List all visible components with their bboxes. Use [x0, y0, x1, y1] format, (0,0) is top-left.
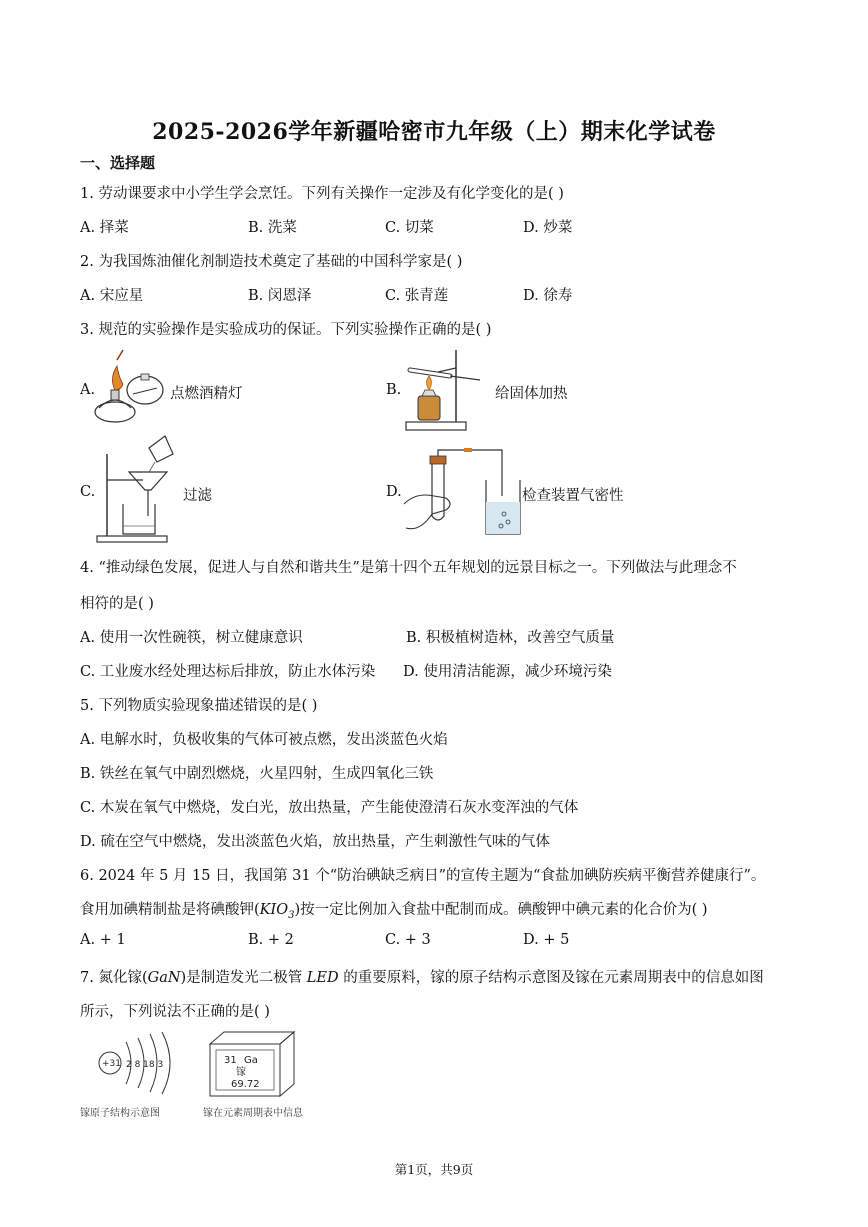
filtration-figure	[95, 432, 191, 544]
gallium-periodic-cell	[206, 1030, 298, 1098]
alcohol-lamp-lighting-figure	[93, 348, 173, 432]
question-6-stem-line1: 6. 2024 年 5 月 15 日，我国第 31 个“防治碘缺乏病日”的宣传主题为“食盐加碘防疾病平衡营养健康行”。	[80, 868, 766, 884]
q2-option-d: D. 徐寿	[523, 288, 573, 304]
element-name: 镓	[236, 1067, 246, 1078]
q4-option-b: B. 积极植树造林，改善空气质量	[406, 630, 615, 646]
periodic-cell-caption: 镓在元素周期表中信息	[203, 1108, 303, 1119]
potassium-iodate-formula: KIO	[259, 902, 289, 918]
gallium-atomic-structure-diagram	[82, 1030, 182, 1096]
q5-option-a: A. 电解水时，负极收集的气体可被点燃，发出淡蓝色火焰	[80, 732, 448, 748]
q3-option-c-text: 过滤	[183, 488, 212, 504]
q1-option-c: C. 切菜	[385, 220, 434, 236]
atomic-mass: 69.72	[231, 1079, 260, 1090]
q3-option-b-text: 给固体加热	[495, 386, 568, 402]
question-7-stem-line1	[80, 966, 764, 987]
q2-option-c: C. 张青莲	[385, 288, 449, 304]
q3-option-a-letter: A.	[80, 382, 96, 398]
q3-option-b-letter: B.	[386, 382, 402, 398]
heating-solid-figure	[400, 346, 496, 432]
formula-subscript: 3	[288, 909, 295, 921]
q3-option-c-letter: C.	[80, 484, 96, 500]
q5-option-d: D. 硫在空气中燃烧，发出淡蓝色火焰，放出热量，产生刺激性气味的气体	[80, 834, 550, 850]
q1-option-d: D. 炒菜	[523, 220, 573, 236]
q3-option-d-letter: D.	[386, 484, 402, 500]
q2-option-a: A. 宋应星	[80, 288, 144, 304]
q4-option-a: A. 使用一次性碗筷，树立健康意识	[80, 630, 303, 646]
q7-text-pre: 7. 氮化镓(	[80, 970, 148, 986]
section-heading: 一、选择题	[80, 154, 156, 172]
question-2-stem: 2. 为我国炼油催化剂制造技术奠定了基础的中国科学家是( )	[80, 254, 463, 270]
atomic-number: 31	[224, 1055, 237, 1066]
q3-option-a-text: 点燃酒精灯	[170, 386, 243, 402]
q6-option-b: B. + 2	[248, 932, 294, 948]
question-4-stem-line2: 相符的是( )	[80, 596, 154, 612]
q5-option-c: C. 木炭在氧气中燃烧，发白光，放出热量，产生能使澄清石灰水变浑浊的气体	[80, 800, 579, 816]
q1-option-a: A. 择菜	[80, 220, 129, 236]
question-3-stem: 3. 规范的实验操作是实验成功的保证。下列实验操作正确的是( )	[80, 322, 492, 338]
q1-option-b: B. 洗菜	[248, 220, 297, 236]
question-1-stem: 1. 劳动课要求中小学生学会烹饪。下列有关操作一定涉及有化学变化的是( )	[80, 186, 564, 202]
question-7-stem-line2: 所示，下列说法不正确的是( )	[80, 1004, 270, 1020]
q6-text-post: )按一定比例加入食盐中配制而成。碘酸钾中碘元素的化合价为( )	[294, 902, 708, 918]
q6-option-c: C. + 3	[385, 932, 431, 948]
gallium-nitride-formula: GaN	[147, 970, 181, 986]
element-symbol: Ga	[244, 1055, 258, 1066]
q5-option-b: B. 铁丝在氧气中剧烈燃烧，火星四射，生成四氧化三铁	[80, 766, 434, 782]
question-6-stem-line2	[80, 898, 708, 921]
airtightness-check-figure	[402, 448, 524, 540]
q6-option-d: D. + 5	[523, 932, 570, 948]
led-term: LED	[306, 970, 339, 986]
q6-text-pre: 食用加碘精制盐是将碘酸钾(	[80, 902, 260, 918]
q7-text-mid: )是制造发光二极管	[180, 970, 303, 986]
page-title: 2025-2026学年新疆哈密市九年级（上）期末化学试卷	[152, 119, 716, 145]
page-footer: 第1页，共9页	[394, 1162, 474, 1177]
q7-text-post: 的重要原料，镓的原子结构示意图及镓在元素周期表中的信息如图	[343, 970, 764, 986]
question-4-stem-line1: 4. “推动绿色发展，促进人与自然和谐共生”是第十四个五年规划的远景目标之一。下列做法与此理念不	[80, 560, 737, 576]
nucleus-charge: +31	[102, 1059, 121, 1069]
question-5-stem: 5. 下列物质实验现象描述错误的是( )	[80, 698, 318, 714]
q4-option-d: D. 使用清洁能源，减少环境污染	[403, 664, 612, 680]
electron-shells: 2 8 18 3	[126, 1060, 164, 1070]
q6-option-a: A. + 1	[80, 932, 126, 948]
atomic-structure-caption: 镓原子结构示意图	[80, 1108, 160, 1119]
q4-option-c: C. 工业废水经处理达标后排放，防止水体污染	[80, 664, 376, 680]
q3-option-d-text: 检查装置气密性	[522, 488, 624, 504]
q2-option-b: B. 闵恩泽	[248, 288, 312, 304]
